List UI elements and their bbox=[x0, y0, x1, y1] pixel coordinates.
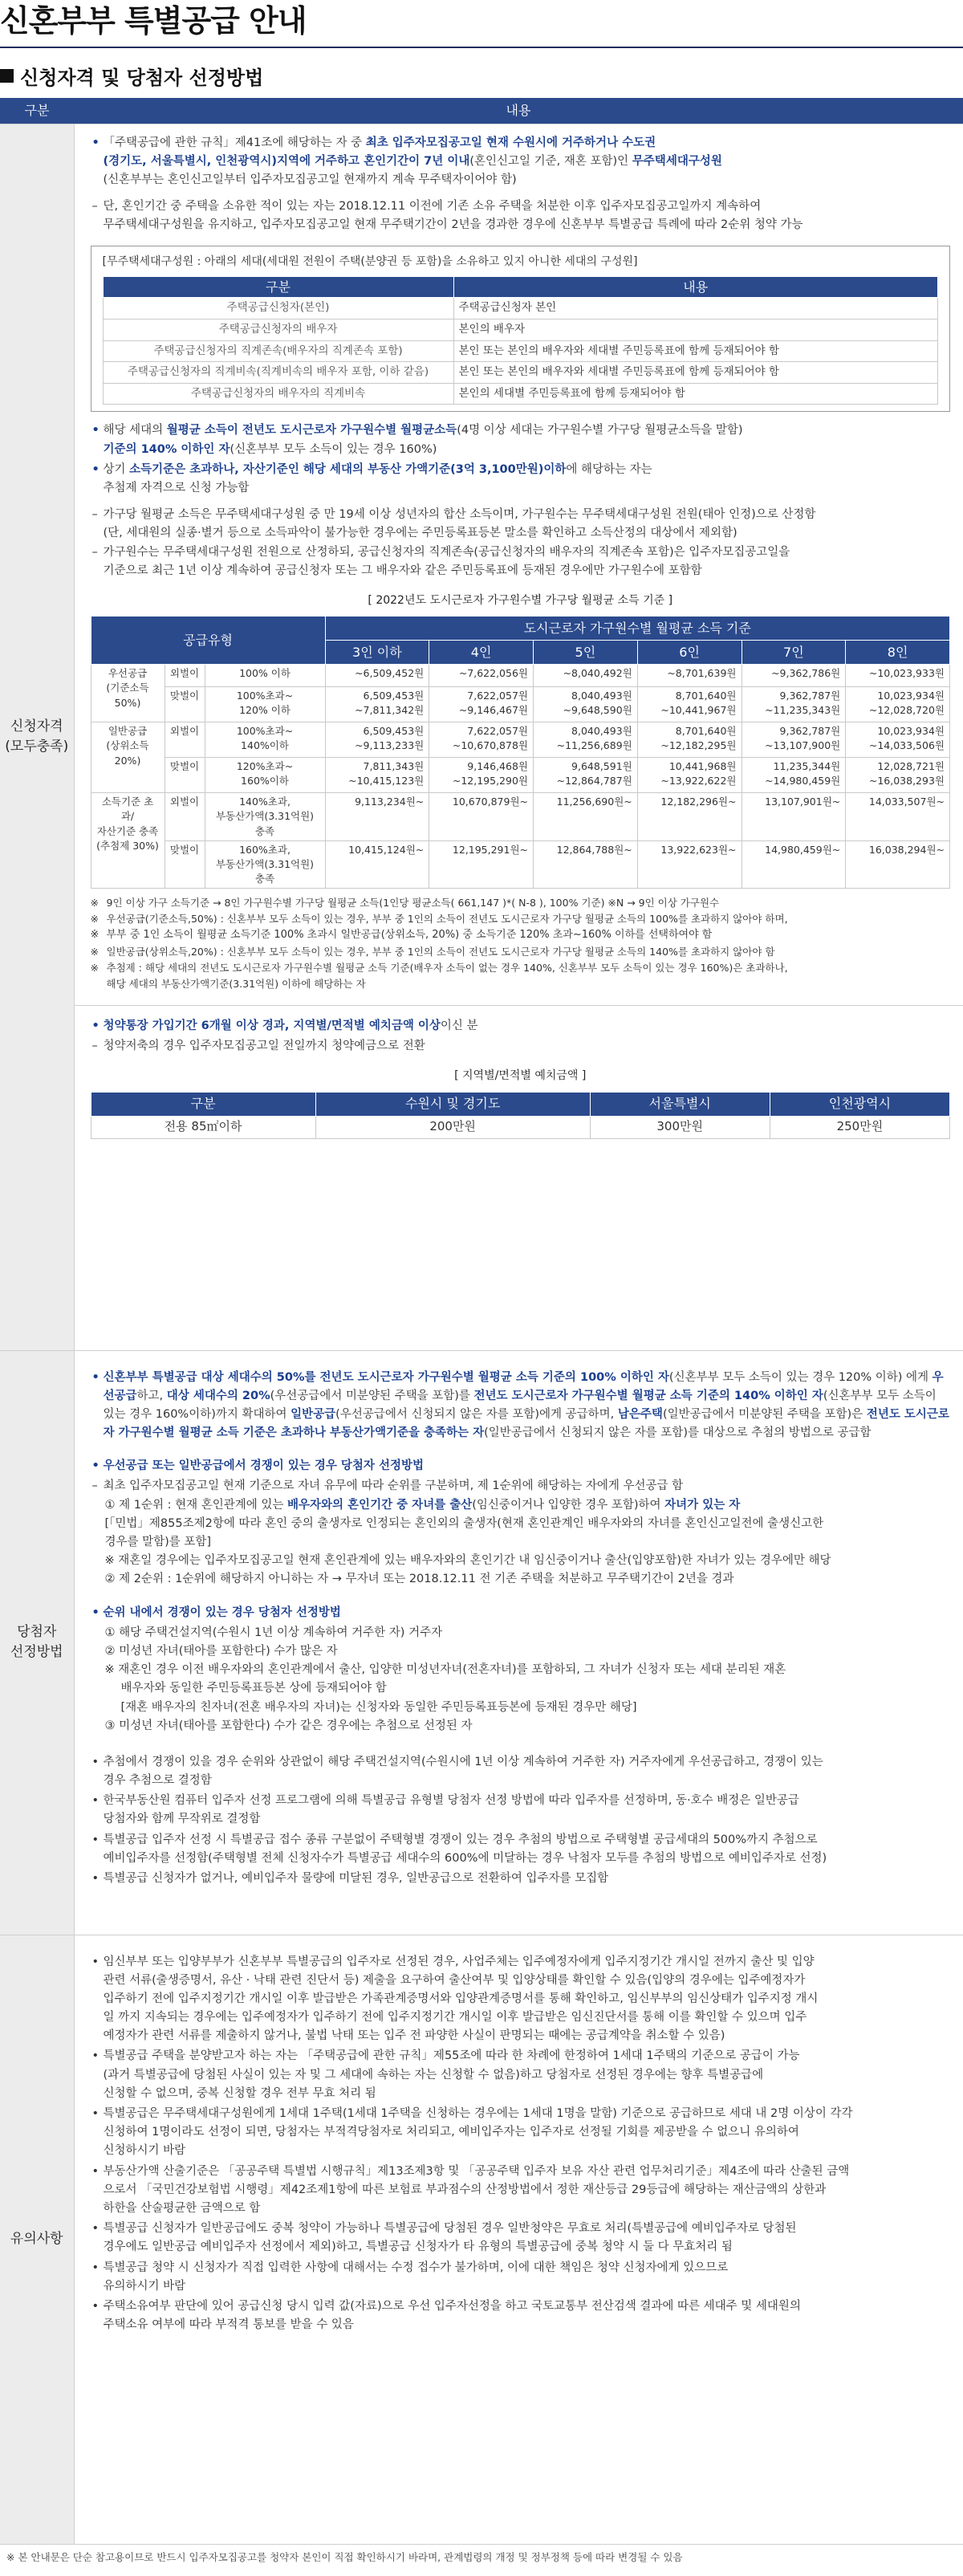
income-value-line: ~9,648,590원 bbox=[563, 704, 632, 717]
income-earner-type: 맞벌이 bbox=[165, 758, 205, 793]
income-table bbox=[91, 616, 951, 889]
income-range-line: 140%이하 bbox=[241, 739, 289, 752]
content-selection bbox=[74, 1350, 963, 1935]
income-col-header: 6인 bbox=[637, 641, 742, 665]
supply-text-segment: (우선공급에서 신청되지 않은 자를 포함)에게 공급하며, bbox=[335, 1407, 618, 1421]
caution-line: 특별공급 신청자가 일반공급에도 중복 청약이 가능하나 특별공급에 당첨된 경우 일반청약은 무효로 처리(특별공급에 예비입주자로 당첨된 bbox=[103, 2222, 797, 2236]
supply-text-segment: (우선공급에서 미분양된 주택을 포함)를 bbox=[270, 1389, 474, 1402]
income-value bbox=[325, 722, 429, 758]
income-value bbox=[534, 758, 638, 793]
income-group-line: (추첨제 30%) bbox=[96, 839, 159, 852]
table-row: 주택공급신청자의 배우자의 직계비속 본인의 세대별 주민등록표에 함께 등재되어야 함 bbox=[103, 383, 938, 405]
table-row bbox=[91, 758, 950, 793]
income-value bbox=[742, 793, 846, 840]
income-value-line: ~8,701,639원 bbox=[667, 667, 737, 680]
deposit-header: 인천광역시 bbox=[770, 1092, 949, 1116]
caution-line: 신청하여 1명이라도 선정이 되면, 당첨자는 부적격당첨자로 처리되고, 예비입주자는 입주자로 선정될 기회를 제공받을 수 없으니 유의하여 bbox=[103, 2126, 799, 2139]
table-row: 주택공급신청자의 직계비속(직계비속의 배우자 포함, 이하 같음) 본인 또는 본인의 배우자와 세대별 주민등록표에 함께 등재되어야 함 bbox=[103, 362, 938, 384]
income-value bbox=[534, 665, 638, 687]
income-group-line: 우선공급 bbox=[108, 667, 148, 680]
caution-item bbox=[91, 2105, 951, 2161]
deposit-table bbox=[91, 1092, 951, 1139]
income-value bbox=[429, 840, 534, 888]
income-value bbox=[846, 840, 950, 888]
income-value bbox=[429, 687, 534, 722]
income-note: ※ 추첨제 : 해당 세대의 전년도 도시근로자 가구원수별 월평균 소득 기준(배우자 소득이 없는 경우 140%, 신혼부부 모두 소득이 있는 경우 160%)은 초과하나, bbox=[91, 960, 951, 976]
income-value-line: 10,441,968원 bbox=[668, 760, 737, 773]
income-value-line: 8,701,640원 bbox=[675, 725, 737, 738]
income-value bbox=[846, 665, 950, 687]
deposit-header: 구분 bbox=[91, 1092, 315, 1116]
income-value-line: 11,235,344원 bbox=[773, 760, 841, 773]
income-col-header: 5인 bbox=[534, 641, 638, 665]
income-value-line: ~14,980,459원 bbox=[765, 775, 841, 787]
caution-line: 주택소유 여부에 따라 부적격 통보를 받을 수 있음 bbox=[103, 2318, 354, 2332]
category-cautions: 유의사항 bbox=[0, 1935, 74, 2544]
income-range-line: 부동산가액(3.31억원) 충족 bbox=[215, 810, 315, 837]
income-value-line: 10,670,879원~ bbox=[452, 796, 528, 808]
col-header-content: 내용 bbox=[74, 98, 963, 124]
caution-line: 하한을 산술평균한 금액으로 함 bbox=[103, 2201, 261, 2215]
income-range-line: 부동산가액(3.31억원) 충족 bbox=[215, 857, 315, 885]
caution-line: 예정자가 관련 서류를 제출하지 않거나, 불법 낙태 또는 입주 전 파양한 사실이 판명되는 때에는 공급계약을 취소할 수 있음) bbox=[103, 2029, 725, 2043]
income-range-line: 100% 이하 bbox=[239, 667, 291, 680]
income-value bbox=[742, 758, 846, 793]
caution-line: 특별공급 청약 시 신청자가 직접 입력한 사항에 대해서는 수정 접수가 불가하며, 이에 대한 책임은 청약 신청자에게 있으므로 bbox=[103, 2261, 729, 2274]
category-selection: 당첨자 선정방법 bbox=[0, 1350, 74, 1935]
row-selection bbox=[0, 1350, 963, 1935]
income-value bbox=[742, 840, 846, 888]
income-value-line: ~10,670,878원 bbox=[452, 739, 528, 752]
income-value-line: ~10,441,967원 bbox=[660, 704, 737, 717]
income-value-line: 14,033,507원~ bbox=[868, 796, 945, 808]
income-value-line: 7,622,057원 bbox=[467, 690, 528, 702]
income-value bbox=[534, 840, 638, 888]
caution-item bbox=[91, 2297, 951, 2334]
income-col-header: 3인 이하 bbox=[325, 641, 429, 665]
income-value bbox=[534, 687, 638, 722]
competition-priority: • 우선공급 또는 일반공급에서 경쟁이 있는 경우 당첨자 선정방법 – 최초 입주자모집공고일 현재 기준으로 자녀 유무에 따라 순위를 구분하며, 제 1순위에 해당하는 자에게 우선공급 함 ① 제 1순위 : 현재 혼인관계에 있는 배우자와의 혼인기간 중 자녀를 출산(임신중이거나 입양한 경우 포함)하여 자녀가 있는 자 [「민법」제855조제2항에 따라 혼인 중의 출생자로 인정되는 혼인외의 출생자(현재 혼인관계인 배우자와의 자녀를 혼인신고일전에 출생신고한 경우를 말함)를 포함] ※ 재혼일 경우에는 입주자모집공고일 현재 혼인관계에 있는 배우자와의 혼인기간 내 임신중이거나 출산(입양포함)한 자녀가 있는 경우에만 해당 ② 제 2순위 : 1순위에 해당하지 아니하는 자 → 무자녀 또는 2018.12.11 전 기존 주택을 처분하고 무주택기간이 2년을 경과 bbox=[91, 1457, 951, 1589]
income-value-line: 9,362,787원 bbox=[779, 690, 841, 702]
income-value-line: 8,701,640원 bbox=[675, 690, 737, 702]
income-value-line: 8,040,493원 bbox=[571, 725, 632, 738]
category-eligibility: 신청자격 (모두충족) bbox=[0, 124, 74, 1350]
income-value-line: ~12,195,290원 bbox=[452, 775, 528, 787]
income-requirement: • 해당 세대의 월평균 소득이 전년도 도시근로자 가구원수별 월평균소득(4명 이상 세대는 가구원수별 가구당 월평균소득을 말함) 기준의 140% 이하인 자(신혼부부 모두 소득이 있는 경우 160%) • 상기 소득기준은 초과하나, 자산기준인 해당 세대의 부동산 가액기준(3억 3,100만원)이하에 해당하는 자는 추첨제 자격으로 신청 가능함 – 가구당 월평균 소득은 무주택세대구성원 중 만 19세 이상 성년자의 합산 소득이며, 가구원수는 무주택세대구성원 전원(태아 인정)으로 산정함 (단, 세대원의 실종·별거 등으로 소득파악이 불가능한 경우에는 주민등록표등본 말소를 확인하고 소득산정의 대상에서 제외함) – 가구원수는 무주택세대구성원 전원으로 산정하되, 공급신청자의 직계존속(공급신청자의 배우자의 직계존속 포함)은 입주자모집공고일을 기준으로 최근 1년 이상 계속하여 공급신청자 또는 그 배우자와 같은 주민등록표에 등재된 경우에만 가구원수에 포함함 bbox=[91, 421, 951, 580]
section-heading: 신청자격 및 당첨자 선정방법 bbox=[0, 66, 263, 91]
table-row: 주택공급신청자(본인) 주택공급신청자 본인 bbox=[103, 298, 938, 319]
table-row bbox=[91, 793, 950, 840]
square-bullet-icon bbox=[0, 69, 14, 83]
income-range-line: 100%초과~ bbox=[236, 725, 294, 738]
income-earner-type: 맞벌이 bbox=[165, 687, 205, 722]
income-value-line: 9,146,468원 bbox=[467, 760, 528, 773]
caution-line: 으로서 「국민건강보험법 시행령」제42조제1항에 따른 보험료 부과점수의 산정방법에서 정한 재산등급 29등급에 해당하는 재산금액의 상한과 bbox=[103, 2183, 827, 2196]
supply-ratio-paragraph bbox=[91, 1369, 951, 1443]
page-title: 신혼부부 특별공급 안내 bbox=[0, 3, 307, 39]
draw-rules: • 추첨에서 경쟁이 있을 경우 순위와 상관없이 해당 주택건설지역(수원시에 1년 이상 계속하여 거주한 자) 거주자에게 우선공급하고, 경쟁이 있는 경우 추첨으로 결정함 • 한국부동산원 컴퓨터 입주자 선정 프로그램에 의해 특별공급 유형별 당첨자 선정 방법에 따라 입주자를 선정하며, 동·호수 배정은 일반공급 당첨자와 함께 무작위로 결정함 • 특별공급 입주자 선정 시 특별공급 접수 종류 구분없이 주택형별 경쟁이 있는 경우 추첨의 방법으로 주택형별 공급세대의 500%까지 추첨으로 예비입주자를 선정함(주택형별 전체 신청자수가 특별공급 세대수의 600%에 미달하는 경우 낙첨자 모두를 추첨의 방법으로 예비입주자로 선정) • 특별공급 신청자가 없거나, 예비입주자 물량에 미달된 경우, 일반공급으로 전환하여 입주자를 모집함 bbox=[91, 1753, 951, 1888]
income-value-line: ~10,023,933원 bbox=[868, 667, 945, 680]
caution-line: 주택소유여부 판단에 있어 공급신청 당시 입력 값(자료)으로 우선 입주자선정을 하고 국토교통부 전산검색 결과에 따른 세대주 및 세대원의 bbox=[103, 2299, 801, 2313]
income-value-line: 12,182,296원~ bbox=[660, 796, 737, 808]
income-value-line: 9,648,591원 bbox=[571, 760, 632, 773]
deposit-header: 서울특별시 bbox=[590, 1092, 770, 1116]
supply-text-segment: (일반공급에서 미분양된 주택을 포함)은 bbox=[662, 1407, 867, 1421]
household-header-content: 내용 bbox=[453, 276, 938, 298]
caution-item bbox=[91, 1953, 951, 2046]
income-value bbox=[846, 687, 950, 722]
supply-text-segment: (신혼부부 모두 소득이 있는 경우 160%이하)까지 확대하여 bbox=[103, 1389, 937, 1421]
income-note: ※ 일반공급(상위소득,20%) : 신혼부부 모두 소득이 있는 경우, 부부 중 1인의 소득이 전년도 도시근로자 가구당 월평균 소득의 140%를 초과하지 않아야 함 bbox=[91, 944, 951, 960]
income-value bbox=[325, 840, 429, 888]
income-value-line: 10,023,934원 bbox=[877, 725, 945, 738]
caution-item bbox=[91, 2163, 951, 2219]
income-value-line: 12,028,721원 bbox=[877, 760, 945, 773]
income-value-line: 14,980,459원~ bbox=[765, 843, 841, 856]
in-rank-competition: • 순위 내에서 경쟁이 있는 경우 당첨자 선정방법 ① 해당 주택건설지역(수원시 1년 이상 계속하여 거주한 자) 거주자 ② 미성년 자녀(태아를 포함한다) 수가 많은 자 ※ 재혼인 경우 이전 배우자와의 혼인관계에서 출산, 입양한 미성년자녀(전혼자녀)를 포함하되, 그 자녀가 신청자 또는 세대 분리된 재혼 배우자와 동일한 주민등록표등본 상에 등재되어야 함 [재혼 배우자의 친자녀(전혼 배우자의 자녀)는 신청자와 동일한 주민등록표등본에 등재된 경우만 해당] ③ 미성년 자녀(태아를 포함한다) 수가 같은 경우에는 추첨으로 선정된 자 bbox=[91, 1604, 951, 1736]
table-row: 주택공급신청자의 배우자 본인의 배우자 bbox=[103, 319, 938, 341]
income-value-line: ~7,622,056원 bbox=[458, 667, 528, 680]
income-value-line: 16,038,294원~ bbox=[868, 843, 945, 856]
income-value-line: ~6,509,452원 bbox=[355, 667, 425, 680]
income-group-line: (기준소득 50%) bbox=[106, 682, 149, 709]
income-value-line: ~12,182,295원 bbox=[660, 739, 737, 752]
income-earner-type: 외벌이 bbox=[165, 793, 205, 840]
income-value-line: ~16,038,293원 bbox=[868, 775, 945, 787]
income-value-line: 11,256,690원~ bbox=[556, 796, 632, 808]
income-range bbox=[205, 665, 325, 687]
income-range-line: 160%이하 bbox=[241, 775, 289, 787]
income-value bbox=[742, 665, 846, 687]
content-eligibility bbox=[74, 124, 963, 1350]
income-value-line: 12,864,788원~ bbox=[556, 843, 632, 856]
income-value-line: 9,362,787원 bbox=[779, 725, 841, 738]
income-group-line: 소득기준 초과/ bbox=[101, 796, 154, 823]
caution-line: 경우에도 일반공급 예비입주자 선정에서 제외)하고, 특별공급 신청자가 타 유형의 특별공급에 중복 청약 시 둘 다 무효처리 됨 bbox=[103, 2240, 733, 2254]
income-earner-type: 외벌이 bbox=[165, 665, 205, 687]
household-definition-box: [무주택세대구성원 : 아래의 세대(세대원 전원이 주택(분양권 등 포함)을 소유하고 있지 아니한 세대의 구성원] 구분 내용 주택공급신청자(본인) 주택공급신청자 본인 주택공급신청자의 배우자 본인의 배우자 주택공급신청자의 직계존속(배우자의 직계존속 포함) 본인 또는 본인의 배우자와 세대별 주민등록표에 함께 등재되어야 함 주택공급신청자의 직계비속(직계비속의 배우자 포함, 이하 같음) 본인 또는 본인의 배우자와 세대별 주민등록표에 함께 등재되어야 함 주택공급신청자의 배우자의 직계비속 본인의 세대별 주민등록표에 함께 등재되어야 함 bbox=[91, 246, 951, 412]
income-earner-type: 맞벌이 bbox=[165, 840, 205, 888]
account-requirement: • 청약통장 가입기간 6개월 이상 경과, 지역별/면적별 예치금액 이상이신 분 – 청약저축의 경우 입주자모집공고일 전일까지 청약예금으로 전환 bbox=[91, 1017, 951, 1056]
income-earner-type: 외벌이 bbox=[165, 722, 205, 758]
income-value-line: 7,811,343원 bbox=[363, 760, 425, 773]
deposit-table-caption: [ 지역별/면적별 예치금액 ] bbox=[454, 1069, 587, 1083]
caution-line: 입주하기 전에 입주지정기간 개시일 이후 발급받은 가족관계증명서와 입양관계증명서를 통해 확인하고, 임신부부의 임신상태가 입주지정 개시 bbox=[103, 1992, 819, 2005]
income-range-line: 120%초과~ bbox=[236, 760, 294, 773]
table-row: 주택공급신청자의 직계존속(배우자의 직계존속 포함) 본인 또는 본인의 배우자와 세대별 주민등록표에 함께 등재되어야 함 bbox=[103, 340, 938, 362]
income-value-line: 13,107,901원~ bbox=[765, 796, 841, 808]
income-value bbox=[429, 758, 534, 793]
caution-item bbox=[91, 2047, 951, 2103]
caution-line: 특별공급 주택을 분양받고자 하는 자는 「주택공급에 관한 규칙」제55조에 따라 한 차례에 한정하여 1세대 1주택의 기준으로 공급이 가능 bbox=[103, 2049, 800, 2063]
supply-text-segment: 하고, bbox=[136, 1389, 167, 1402]
income-notes bbox=[91, 895, 951, 992]
supply-text-segment: (신혼부부 모두 소득이 있는 경우 120% 이하) 에게 bbox=[668, 1370, 933, 1384]
income-range bbox=[205, 793, 325, 840]
caution-line: (과거 특별공급에 당첨된 사실이 있는 자 및 그 세대에 속하는 자는 신청할 수 없음)하고 당첨자로 선정된 경우에는 향후 특별공급에 bbox=[103, 2068, 764, 2082]
income-note-cont: ※ 부부 중 1인 소득이 월평균 소득기준 100% 초과시 일반공급(상위소득, 20%) 중 소득기준 120% 초과~160% 이하를 선택하여야 함 bbox=[91, 927, 951, 944]
income-group-label bbox=[91, 722, 165, 793]
income-note-cont: 해당 세대의 부동산가액기준(3.31억원) 이하에 해당하는 자 bbox=[106, 977, 366, 990]
income-col-header: 4인 bbox=[429, 641, 534, 665]
income-value-line: ~12,028,720원 bbox=[868, 704, 945, 717]
table-row bbox=[91, 722, 950, 758]
household-header-type: 구분 bbox=[103, 276, 453, 298]
income-value-line: ~14,033,506원 bbox=[868, 739, 945, 752]
income-range-line: 100%초과~ bbox=[236, 690, 294, 702]
title-divider bbox=[0, 47, 963, 48]
income-value-line: ~9,362,786원 bbox=[771, 667, 841, 680]
income-value bbox=[637, 722, 742, 758]
caution-line: 부동산가액 산출기준은 「공공주택 특별법 시행규칙」제13조제3항 및 「공공주택 입주자 보유 자산 관련 업무처리기준」제4조에 따라 산출된 금액 bbox=[103, 2164, 850, 2178]
income-value bbox=[534, 793, 638, 840]
income-group-label bbox=[91, 793, 165, 889]
table-header-row bbox=[0, 98, 963, 124]
income-value-line: 6,509,453원 bbox=[363, 690, 425, 702]
income-value-line: 12,195,291원~ bbox=[452, 843, 528, 856]
income-value bbox=[429, 722, 534, 758]
income-header-group: 도시근로자 가구원수별 월평균 소득 기준 bbox=[325, 617, 950, 641]
income-value bbox=[637, 840, 742, 888]
income-value-line: 10,023,934원 bbox=[877, 690, 945, 702]
income-group-line: 일반공급 bbox=[108, 725, 148, 738]
caution-line: 특별공급은 무주택세대구성원에게 1세대 1주택(1세대 1주택을 신청하는 경우에는 1세대 1명을 말함) 기준으로 공급하므로 세대 내 2명 이상이 각각 bbox=[103, 2107, 853, 2120]
caution-line: 일 까지 지속되는 경우에는 입주예정자가 입주하기 전에 입주지정기간 개시일 이후 발급받은 임신진단서를 통해 이를 확인할 수 있으며 입주 bbox=[103, 2011, 807, 2025]
income-table-caption: [ 2022년도 도시근로자 가구원수별 가구당 월평균 소득 기준 ] bbox=[368, 593, 673, 607]
income-range-line: 120% 이하 bbox=[239, 704, 291, 717]
income-note: ※ 9인 이상 가구 소득기준 → 8인 가구원수별 가구당 월평균 소득(1인당 평균소득( 661,147 )*( N-8 ), 100% 기준) ※N → 9인 이상 가구원수 bbox=[91, 895, 951, 911]
income-col-header: 8인 bbox=[846, 641, 950, 665]
income-group-label bbox=[91, 665, 165, 722]
income-group-line: 자산기준 충족 bbox=[96, 824, 159, 837]
income-value-line: ~13,107,900원 bbox=[765, 739, 841, 752]
content-cautions bbox=[74, 1935, 963, 2544]
income-value-line: 8,040,493원 bbox=[571, 690, 632, 702]
income-value-line: ~10,415,123원 bbox=[348, 775, 425, 787]
caution-line: 유의하시기 바람 bbox=[103, 2279, 186, 2293]
income-range-line: 160%초과, bbox=[239, 843, 291, 856]
income-value-line: 9,113,234원~ bbox=[355, 796, 425, 808]
supply-text-segment: 신혼부부 특별공급 대상 세대수의 50%를 전년도 도시근로자 가구원수별 월평균 소득 기준의 100% 이하인 자 bbox=[103, 1370, 669, 1384]
income-value bbox=[637, 758, 742, 793]
income-group-line: (상위소득 20%) bbox=[106, 739, 149, 767]
row-eligibility bbox=[0, 124, 963, 1350]
table-row: 전용 85㎡이하 200만원 300만원 250만원 bbox=[91, 1116, 950, 1138]
col-header-category: 구분 bbox=[0, 98, 74, 124]
caution-line: 신청하시기 바람 bbox=[103, 2144, 186, 2158]
income-range bbox=[205, 840, 325, 888]
eligibility-table bbox=[0, 98, 963, 2545]
income-value-line: ~11,256,689원 bbox=[556, 739, 632, 752]
income-header-type: 공급유형 bbox=[91, 617, 325, 665]
income-value bbox=[637, 687, 742, 722]
income-value bbox=[846, 758, 950, 793]
income-value bbox=[637, 793, 742, 840]
income-col-header: 7인 bbox=[742, 641, 846, 665]
income-value bbox=[429, 793, 534, 840]
deposit-header: 수원시 및 경기도 bbox=[315, 1092, 590, 1116]
income-value bbox=[742, 687, 846, 722]
row-cautions bbox=[0, 1935, 963, 2544]
household-table bbox=[103, 276, 939, 405]
income-range bbox=[205, 722, 325, 758]
income-value bbox=[534, 722, 638, 758]
income-range bbox=[205, 758, 325, 793]
table-row bbox=[91, 840, 950, 888]
income-value-line: 10,415,124원~ bbox=[348, 843, 425, 856]
supply-text-segment: 남은주택 bbox=[617, 1407, 663, 1421]
table-row bbox=[91, 687, 950, 722]
caution-line: 신청할 수 없으며, 중복 신청할 경우 전부 무효 처리 됨 bbox=[103, 2086, 376, 2100]
supply-text-segment: 우선공급 bbox=[103, 1370, 944, 1402]
income-range-line: 140%초과, bbox=[239, 796, 291, 808]
income-value bbox=[325, 793, 429, 840]
supply-text-segment: 전년도 도시근로자 가구원수별 월평균 소득 기준의 140% 이하인 자 bbox=[473, 1389, 823, 1402]
income-value-line: 6,509,453원 bbox=[363, 725, 425, 738]
income-value-line: ~9,146,467원 bbox=[458, 704, 528, 717]
footer-note: ※ 본 안내문은 단순 참고용이므로 반드시 입주자모집공고를 청약자 본인이 직접 확인하시기 바라며, 관계법령의 개정 및 정부정책 등에 따라 변경될 수 있음 bbox=[6, 2551, 683, 2563]
income-value-line: ~11,235,343원 bbox=[765, 704, 841, 717]
supply-text-segment: 일반공급 bbox=[291, 1407, 336, 1421]
income-value-line: ~7,811,342원 bbox=[355, 704, 425, 717]
caution-line: 임신부부 또는 입양부부가 신혼부부 특별공급의 입주자로 선정된 경우, 사업주체는 입주예정자에게 입주지정기간 개시일 전까지 출산 및 입양 bbox=[103, 1955, 815, 1968]
supply-text-segment: 전년도 도시근로자 가구원수별 월평균 소득 기준은 초과하나 부동산가액기준을 충족하는 자 bbox=[103, 1407, 949, 1440]
income-value-line: ~13,922,622원 bbox=[660, 775, 737, 787]
income-value-line: 7,622,057원 bbox=[467, 725, 528, 738]
income-value-line: 13,922,623원~ bbox=[660, 843, 737, 856]
income-value bbox=[637, 665, 742, 687]
income-value bbox=[325, 665, 429, 687]
income-range bbox=[205, 687, 325, 722]
income-value bbox=[325, 687, 429, 722]
income-value-line: ~12,864,787원 bbox=[556, 775, 632, 787]
income-value-line: ~9,113,233원 bbox=[355, 739, 425, 752]
income-value bbox=[742, 722, 846, 758]
supply-text-segment: 대상 세대수의 20% bbox=[166, 1389, 270, 1402]
caution-item bbox=[91, 2220, 951, 2257]
income-value-line: ~8,040,492원 bbox=[563, 667, 632, 680]
income-value bbox=[429, 665, 534, 687]
caution-item bbox=[91, 2259, 951, 2296]
income-value bbox=[846, 793, 950, 840]
caution-line: 관련 서류(출생증명서, 유산 · 낙태 관련 진단서 등) 제출을 요구하여 출산여부 및 입양상태를 확인할 수 있음(입양의 경우에는 입주예정자가 bbox=[103, 1973, 806, 1987]
supply-text-segment: (일반공급에서 신청되지 않은 자를 포함)를 대상으로 추첨의 방법으로 공급함 bbox=[484, 1426, 872, 1440]
income-value bbox=[325, 758, 429, 793]
residence-requirement: • 「주택공급에 관한 규칙」제41조에 해당하는 자 중 최초 입주자모집공고일 현재 수원시에 거주하거나 수도권 (경기도, 서울특별시, 인천광역시)지역에 거주하고 혼인기간이 7년 이내(혼인신고일 기준, 재혼 포함)인 무주택세대구성원 (신혼부부는 혼인신고일부터 입주자모집공고일 현재까지 계속 무주택자이어야 함) – 단, 혼인기간 중 주택을 소유한 적이 있는 자는 2018.12.11 이전에 기존 소유 주택을 처분한 이후 입주자모집공고일까지 계속하여 무주택세대구성원을 유지하고, 입주자모집공고일 현재 무주택기간이 2년을 경과한 경우에 신혼부부 특별공급 특례에 따라 2순위 청약 가능 bbox=[91, 134, 951, 235]
income-value bbox=[846, 722, 950, 758]
income-note: ※ 우선공급(기준소득,50%) : 신혼부부 모두 소득이 있는 경우, 부부 중 1인의 소득이 전년도 도시근로자 가구당 월평균 소득의 100%를 초과하지 않아야 하며, bbox=[91, 911, 951, 927]
table-row bbox=[91, 665, 950, 687]
